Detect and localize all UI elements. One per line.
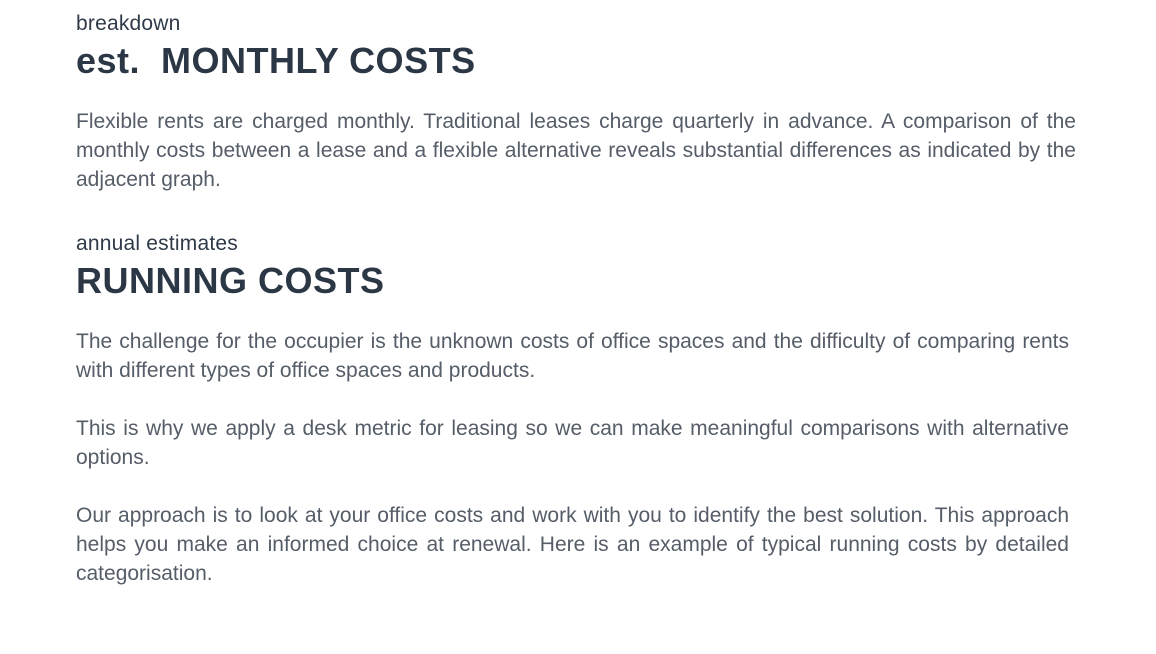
section-paragraph: This is why we apply a desk metric for leasing so we can make meaningful comparisons with alternative options. bbox=[76, 417, 1069, 469]
section-eyebrow: annual estimates bbox=[76, 232, 238, 255]
monthly-costs-section bbox=[76, 12, 1076, 194]
section-paragraph: Flexible rents are charged monthly. Traditional leases charge quarterly in advance. A comparison of the monthly costs between a lease and a flexible alternative reveals substantial differences as indicated by the adjacent graph. bbox=[76, 110, 1076, 191]
section-paragraph: The challenge for the occupier is the unknown costs of office spaces and the difficulty of comparing rents with different types of office spaces and products. bbox=[76, 330, 1069, 382]
section-heading: RUNNING COSTS bbox=[76, 260, 385, 301]
section-eyebrow: breakdown bbox=[76, 12, 181, 35]
running-costs-section bbox=[76, 232, 1069, 588]
section-paragraph: Our approach is to look at your office costs and work with you to identify the best solution. This approach helps you make an informed choice at renewal. Here is an example of typical running costs by detailed categorisation. bbox=[76, 504, 1069, 585]
section-heading: est. MONTHLY COSTS bbox=[76, 40, 476, 81]
